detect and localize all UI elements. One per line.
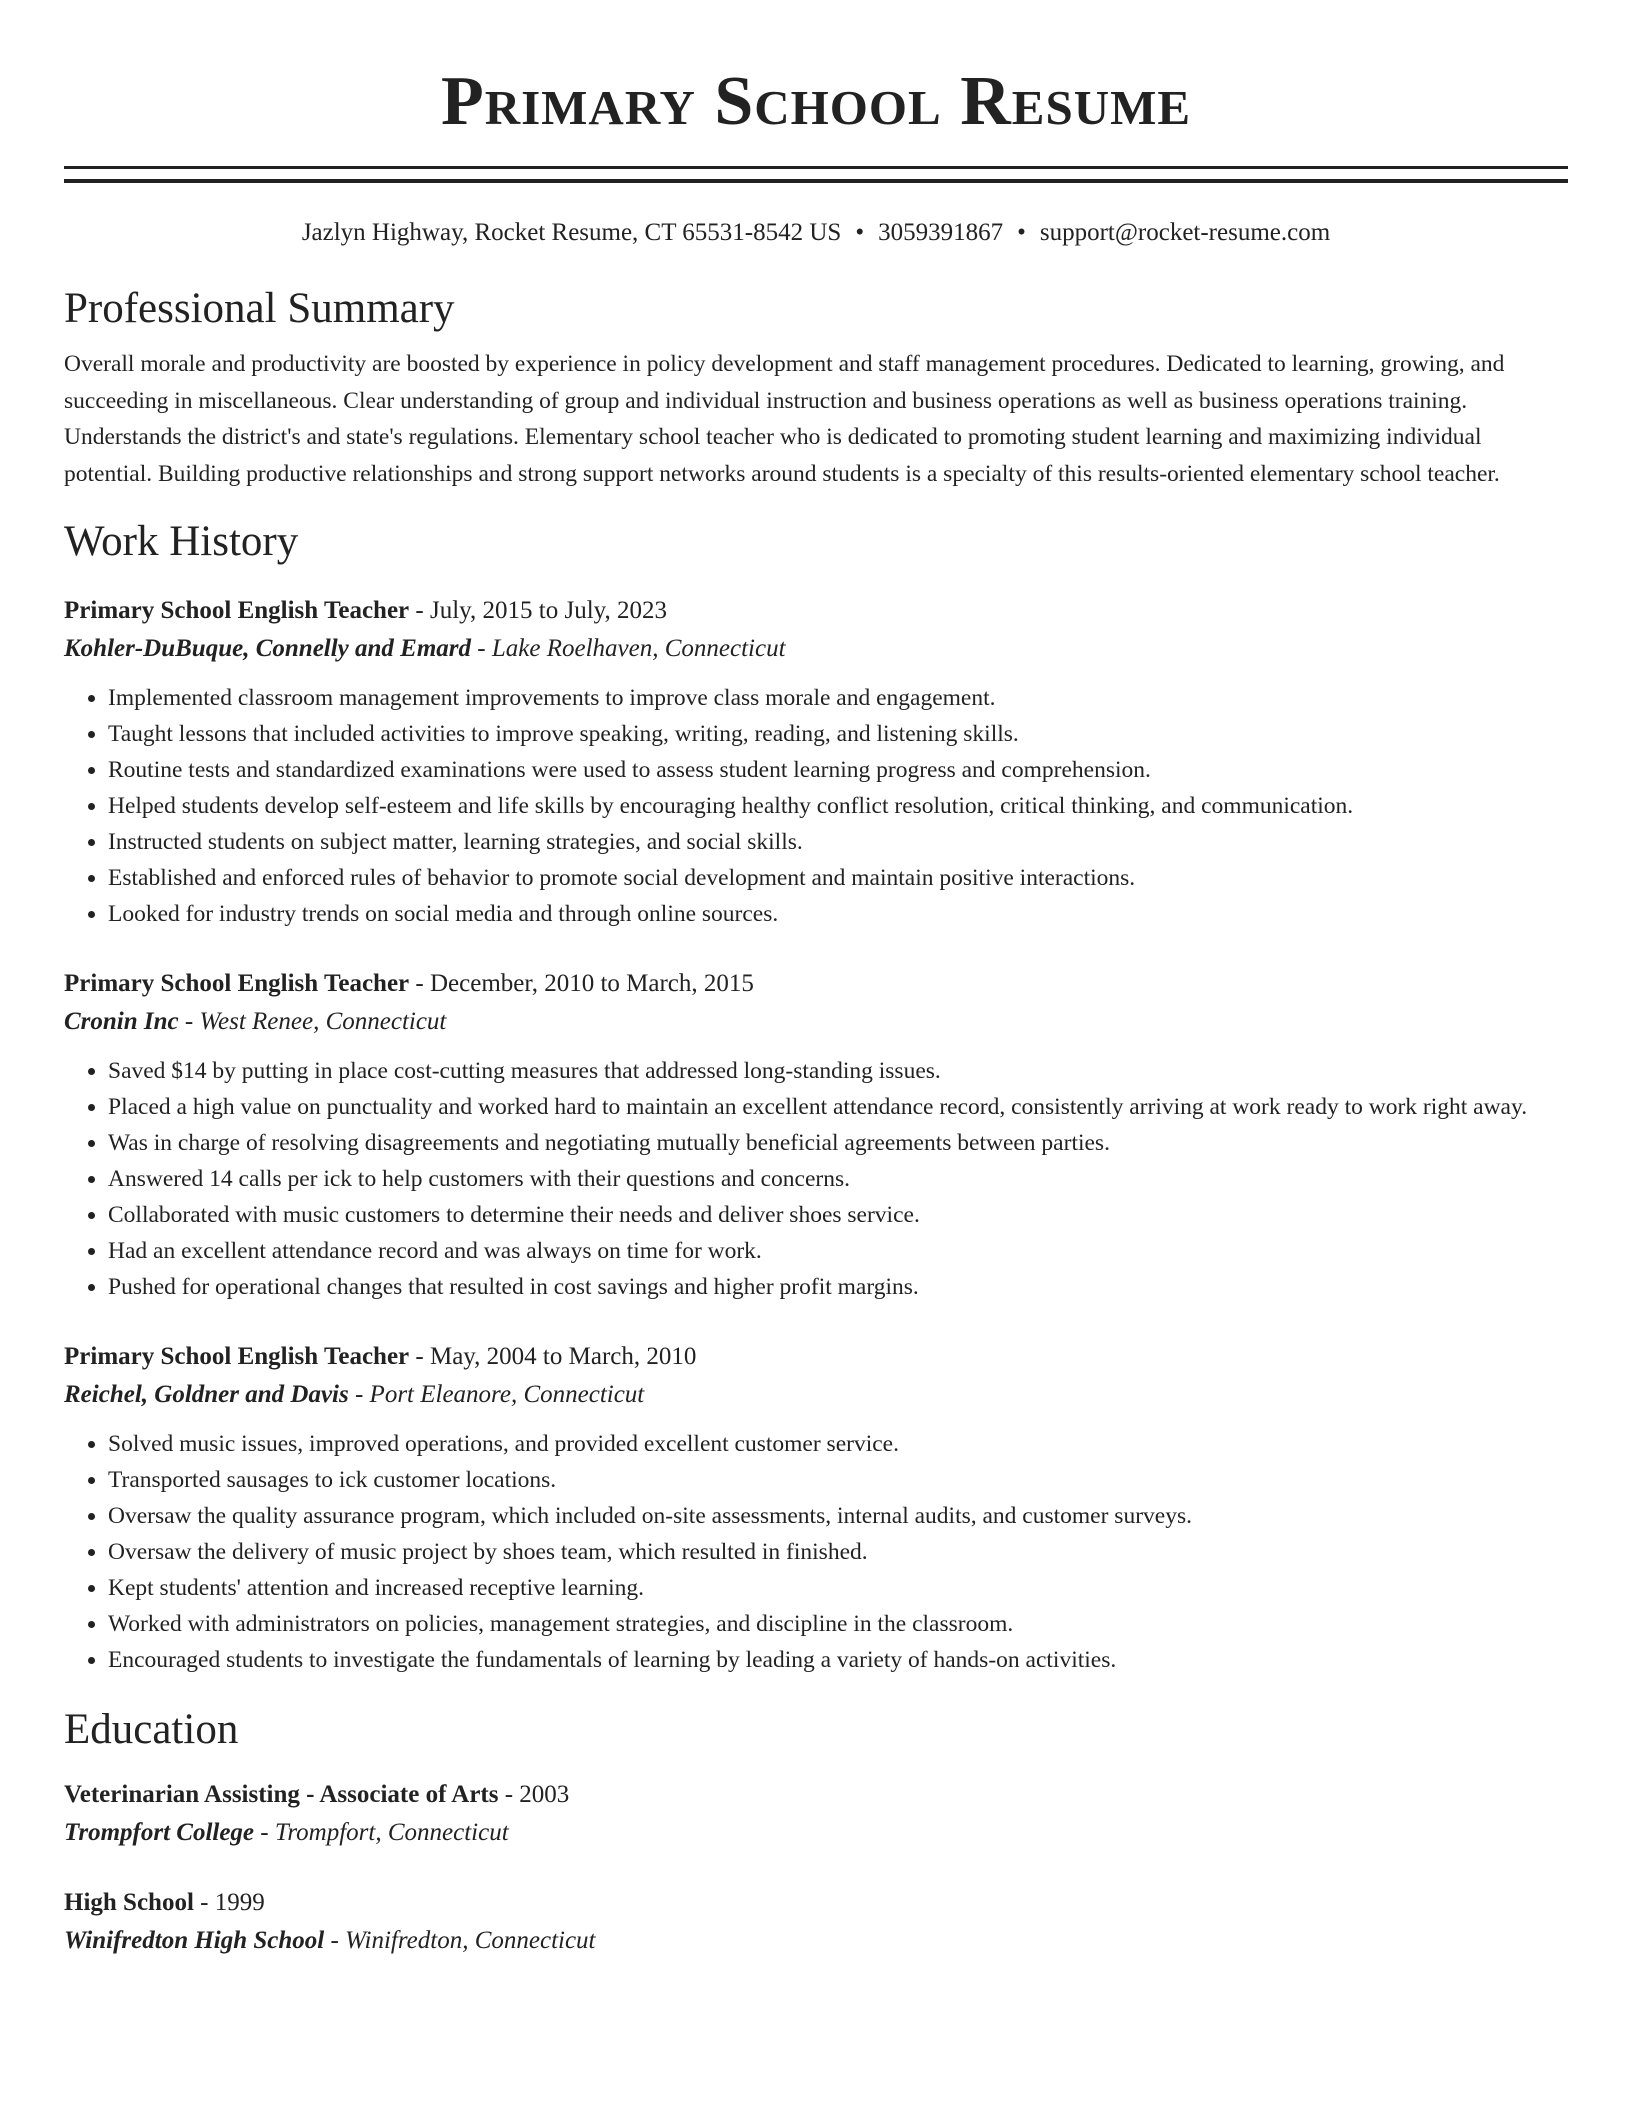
contact-address: Jazlyn Highway, Rocket Resume, CT 65531-8542 US (301, 219, 842, 246)
education-degree-line (64, 1884, 1568, 1922)
job-location: - West Renee, Connecticut (178, 1008, 447, 1035)
job-title: Primary School English Teacher (64, 970, 410, 997)
education-school-line (64, 1814, 1568, 1852)
job-company-line (64, 630, 1568, 668)
job-bullet: • Looked for industry trends on social media and through online sources. (108, 896, 1568, 932)
job-bullet: • Answered 14 calls per ick to help customers with their questions and concerns. (108, 1161, 1568, 1197)
job-bullet: • Oversaw the delivery of music project by shoes team, which resulted in finished. (108, 1534, 1568, 1570)
contact-separator: • (855, 219, 865, 246)
job-bullet: • Kept students' attention and increased receptive learning. (108, 1570, 1568, 1606)
education-school-line (64, 1922, 1568, 1960)
job-bullets (64, 680, 1568, 932)
job-title: Primary School English Teacher (64, 1343, 410, 1370)
job-company-line (64, 1003, 1568, 1041)
job-entry (64, 592, 1568, 932)
work-history-heading: Work History (64, 518, 299, 565)
job-bullet: • Instructed students on subject matter, learning strategies, and social skills. (108, 824, 1568, 860)
job-title-line (64, 1338, 1568, 1376)
job-entry (64, 965, 1568, 1305)
job-bullet: • Routine tests and standardized examinations were used to assess student learning progress and comprehension. (108, 752, 1568, 788)
title-divider (64, 166, 1568, 183)
education-degree: High School (64, 1889, 194, 1916)
job-title: Primary School English Teacher (64, 597, 410, 624)
job-bullet: • Saved $14 by putting in place cost-cutting measures that addressed long-standing issues. (108, 1053, 1568, 1089)
contact-phone: 3059391867 (878, 219, 1004, 246)
job-company: Cronin Inc (64, 1008, 179, 1035)
job-bullet: • Had an excellent attendance record and was always on time for work. (108, 1233, 1568, 1269)
job-title-line (64, 965, 1568, 1003)
summary-heading: Professional Summary (64, 285, 455, 332)
job-dates: - May, 2004 to March, 2010 (409, 1343, 697, 1370)
job-bullet: • Placed a high value on punctuality and worked hard to maintain an excellent attendance record, consistently arriving at work ready to work right away. (108, 1089, 1568, 1125)
education-degree-line (64, 1776, 1568, 1814)
education-year: - 2003 (498, 1781, 570, 1808)
job-location: - Lake Roelhaven, Connecticut (471, 635, 786, 662)
contact-separator: • (1017, 219, 1026, 246)
education-school: Trompfort College (64, 1819, 255, 1846)
education-school: Winifredton High School (64, 1927, 325, 1954)
job-dates: - July, 2015 to July, 2023 (409, 597, 668, 624)
job-bullet: • Collaborated with music customers to determine their needs and deliver shoes service. (108, 1197, 1568, 1233)
education-location: - Trompfort, Connecticut (254, 1819, 509, 1846)
education-degree: Veterinarian Assisting - Associate of Arts (64, 1781, 499, 1808)
education-location: - Winifredton, Connecticut (324, 1927, 596, 1954)
job-bullet: • Worked with administrators on policies, management strategies, and discipline in the classroom. (108, 1606, 1568, 1642)
job-company: Kohler-DuBuque, Connelly and Emard (64, 635, 472, 662)
education-heading: Education (64, 1706, 239, 1753)
contact-email: support@rocket-resume.com (1039, 219, 1331, 246)
job-location: - Port Eleanore, Connecticut (348, 1381, 645, 1408)
job-bullet: • Taught lessons that included activities to improve speaking, writing, reading, and listening skills. (108, 716, 1568, 752)
job-title-line (64, 592, 1568, 630)
education-year: - 1999 (193, 1889, 265, 1916)
summary-text: Overall morale and productivity are boosted by experience in policy development and staff management procedures. Dedicated to learning, growing, and succeeding in miscellaneous. Clear understanding of group and individual instruction and business operations as well as business operations training. Understands the district's and state's regulations. Elementary school teacher who is dedicated to promoting student learning and maximizing individual potential. Building productive relationships and strong support networks around students is a specialty of this results-oriented elementary school teacher. (64, 351, 1505, 487)
education-entry (64, 1884, 1568, 1960)
job-company-line (64, 1376, 1568, 1414)
job-bullet: • Established and enforced rules of behavior to promote social development and maintain positive interactions. (108, 860, 1568, 896)
job-entry (64, 1338, 1568, 1678)
job-bullets (64, 1426, 1568, 1678)
job-bullets (64, 1053, 1568, 1305)
job-bullet: • Helped students develop self-esteem and life skills by encouraging healthy conflict resolution, critical thinking, and communication. (108, 788, 1568, 824)
education-entry (64, 1776, 1568, 1852)
job-bullet: • Transported sausages to ick customer locations. (108, 1462, 1568, 1498)
resume-title: Primary School Resume (440, 63, 1192, 140)
job-company: Reichel, Goldner and Davis (64, 1381, 349, 1408)
job-bullet: • Oversaw the quality assurance program, which included on-site assessments, internal audits, and customer surveys. (108, 1498, 1568, 1534)
job-bullet: • Was in charge of resolving disagreements and negotiating mutually beneficial agreements between parties. (108, 1125, 1568, 1161)
job-bullet: • Solved music issues, improved operations, and provided excellent customer service. (108, 1426, 1568, 1462)
job-dates: - December, 2010 to March, 2015 (409, 970, 754, 997)
contact-line (64, 217, 1568, 249)
job-bullet: • Encouraged students to investigate the fundamentals of learning by leading a variety of hands-on activities. (108, 1642, 1568, 1678)
job-bullet: • Implemented classroom management improvements to improve class morale and engagement. (108, 680, 1568, 716)
job-bullet: • Pushed for operational changes that resulted in cost savings and higher profit margins. (108, 1269, 1568, 1305)
